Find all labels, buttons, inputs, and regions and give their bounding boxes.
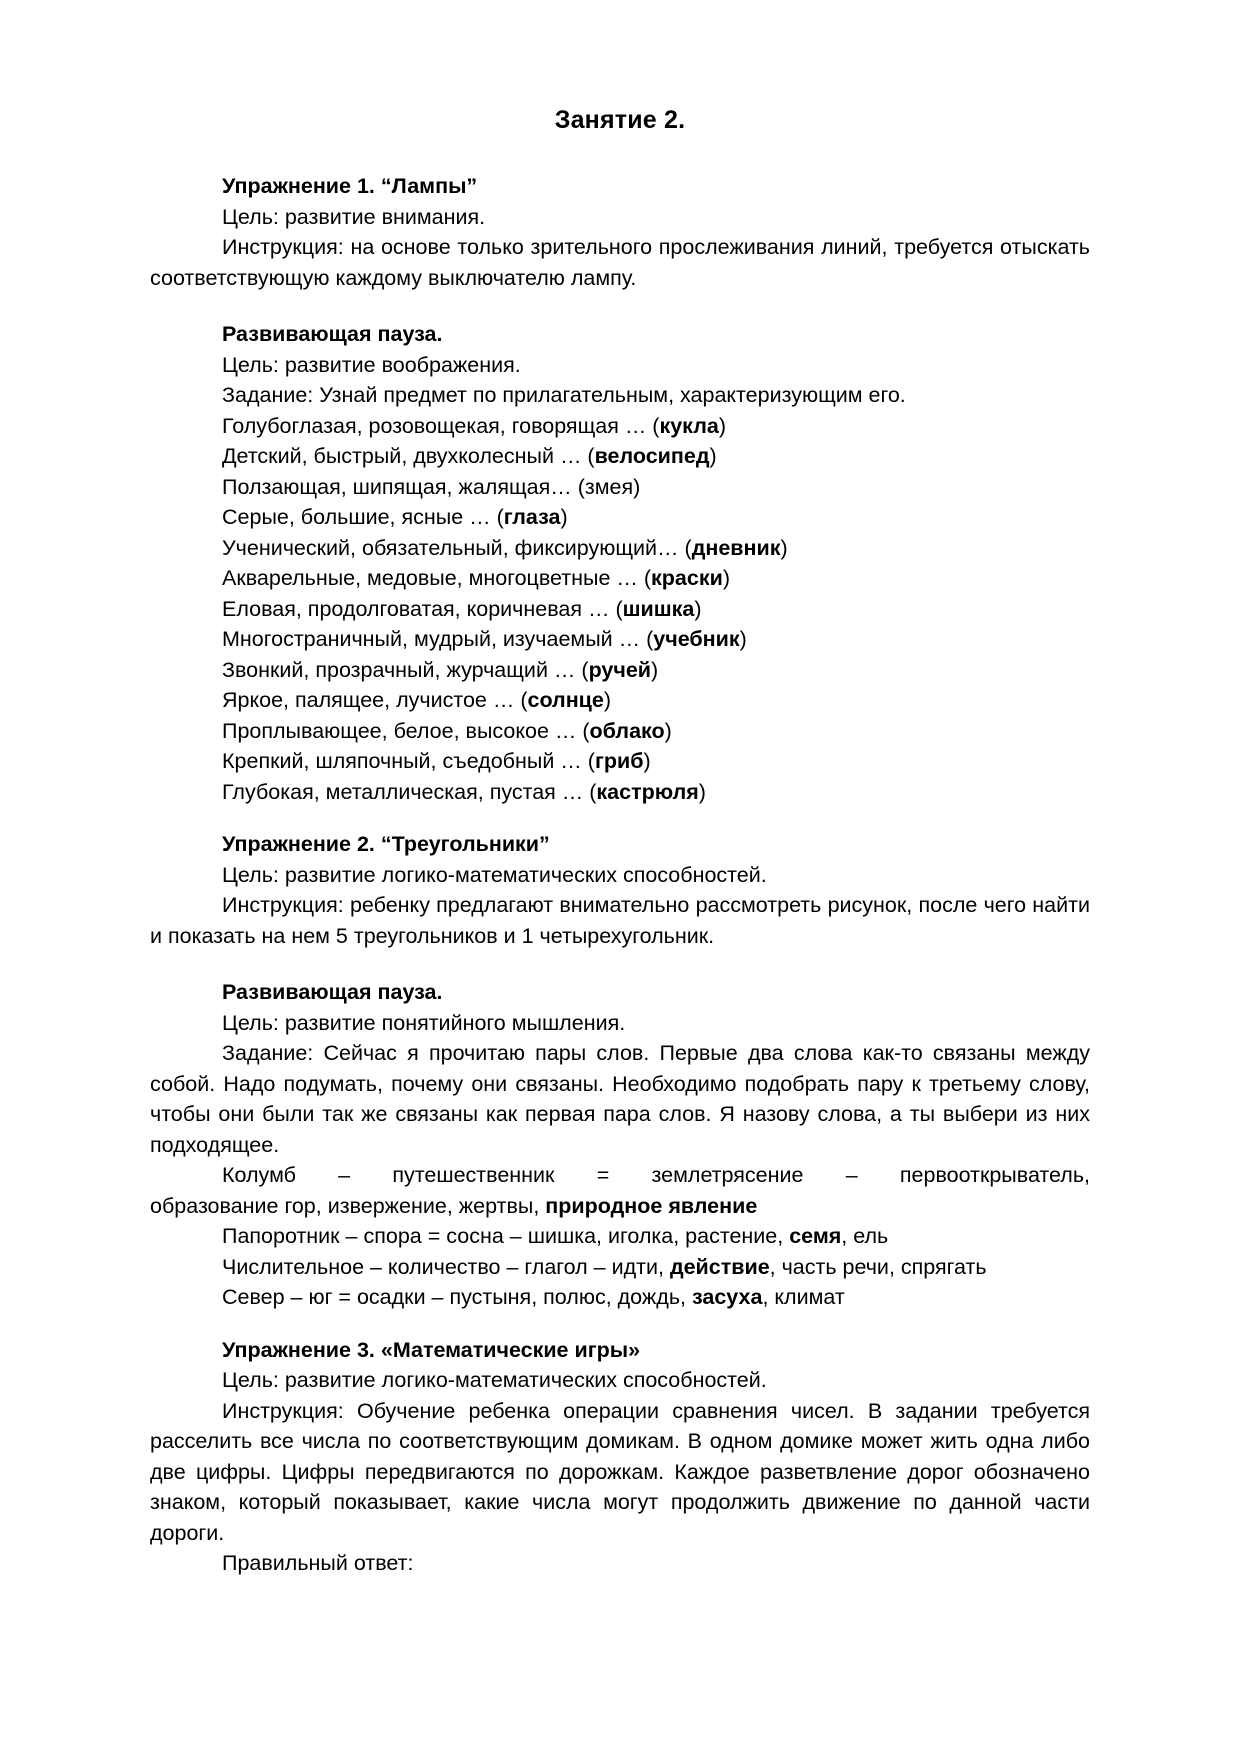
riddle-clue: Детский, быстрый, двухколесный … ( xyxy=(222,444,595,468)
riddle-answer: учебник xyxy=(653,627,740,651)
riddle-list xyxy=(150,411,1090,808)
spacer xyxy=(150,807,1090,829)
riddle-line xyxy=(150,685,1090,716)
riddle-close-paren: ) xyxy=(643,749,651,773)
riddle-close-paren: ) xyxy=(722,566,730,590)
riddle-answer: краски xyxy=(651,566,723,590)
riddle-line xyxy=(150,472,1090,503)
riddle-answer: кастрюля xyxy=(596,779,699,804)
riddle-line xyxy=(150,624,1090,655)
riddle-line xyxy=(150,411,1090,442)
riddle-close-paren: ) xyxy=(709,444,717,468)
riddle-close-paren: ) xyxy=(698,779,706,804)
analogy-prefix: Папоротник – спора = сосна – шишка, иголка, растение, xyxy=(222,1224,790,1248)
riddle-close-paren: ) xyxy=(651,657,659,682)
task-pause-1: Задание: Узнай предмет по прилагательным, характеризующим его. xyxy=(222,383,906,407)
analogy-line xyxy=(150,1252,1090,1283)
riddle-answer: змея xyxy=(584,474,634,499)
goal-exercise-2: Цель: развитие логико-математических способностей. xyxy=(222,862,767,887)
analogy-suffix: , ель xyxy=(841,1224,889,1248)
section-exercise-3 xyxy=(150,1335,1090,1579)
riddle-clue: Звонкий, прозрачный, журчащий … ( xyxy=(222,657,589,682)
riddle-close-paren: ) xyxy=(664,718,672,743)
riddle-line xyxy=(150,655,1090,686)
riddle-answer: облако xyxy=(589,718,665,743)
section-exercise-1 xyxy=(150,171,1090,293)
instruction-exercise-1: Инструкция: на основе только зрительного прослеживания линий, требуется отыскать соответствующую каждому выключателю лампу. xyxy=(150,235,1090,290)
riddle-clue: Проплывающее, белое, высокое … ( xyxy=(222,718,590,743)
riddle-close-paren: ) xyxy=(603,688,612,712)
riddle-close-paren: ) xyxy=(633,474,641,499)
riddle-answer: солнце xyxy=(527,688,604,712)
analogy-text: Колумб – путешественник = землетрясение – первооткрыватель, xyxy=(222,1163,1090,1187)
analogy-line xyxy=(150,1221,1090,1252)
analogy-answer: действие xyxy=(669,1254,770,1279)
analogy-line xyxy=(150,1160,1090,1191)
analogy-suffix: , часть речи, спрягать xyxy=(769,1254,987,1279)
section-heading-pause-1: Развивающая пауза. xyxy=(222,322,443,346)
section-heading-exercise-1: Упражнение 1. “Лампы” xyxy=(222,174,478,198)
analogy-prefix: Числительное – количество – глагол – идти, xyxy=(222,1254,670,1279)
task-pause-2: Задание: Сейчас я прочитаю пары слов. Первые два слова как-то связаны между собой. Надо подумать, почему они связаны. Необходимо подобрать пару к третьему слову, чтобы они были так же связаны как первая пара слов. Я назову слова, а ты выбери из них подходящее. xyxy=(150,1041,1090,1157)
analogy-answer: семя xyxy=(789,1224,842,1248)
riddle-line xyxy=(150,441,1090,472)
riddle-line xyxy=(150,716,1090,747)
riddle-answer: глаза xyxy=(503,505,561,529)
riddle-clue: Многостраничный, мудрый, изучаемый … ( xyxy=(222,627,654,651)
goal-exercise-1: Цель: развитие внимания. xyxy=(222,204,486,229)
riddle-line xyxy=(150,777,1090,808)
analogy-suffix: , климат xyxy=(762,1285,845,1309)
riddle-clue: Серые, большие, ясные … ( xyxy=(222,505,504,529)
riddle-answer: ручей xyxy=(588,657,652,682)
instruction-exercise-2: Инструкция: ребенку предлагают внимательно рассмотреть рисунок, после чего найти и показать на нем 5 треугольников и 1 четырехугольник. xyxy=(150,893,1090,948)
goal-pause-1: Цель: развитие воображения. xyxy=(222,352,521,377)
riddle-clue: Глубокая, металлическая, пустая … ( xyxy=(222,779,597,804)
riddle-clue: Ползающая, шипящая, жалящая… ( xyxy=(222,474,585,499)
section-heading-exercise-2: Упражнение 2. “Треугольники” xyxy=(222,832,550,856)
answer-label-exercise-3: Правильный ответ: xyxy=(222,1551,414,1575)
riddle-close-paren: ) xyxy=(694,596,702,621)
riddle-answer: кукла xyxy=(659,413,719,438)
analogy-answer: засуха xyxy=(691,1285,763,1309)
analogy-line xyxy=(150,1282,1090,1313)
riddle-clue: Голубоглазая, розовощекая, говорящая … ( xyxy=(222,413,660,438)
analogy-list xyxy=(150,1160,1090,1313)
section-pause-imagination xyxy=(150,319,1090,807)
riddle-close-paren: ) xyxy=(560,505,568,529)
riddle-clue: Ученический, обязательный, фиксирующий… ( xyxy=(222,535,692,560)
riddle-clue: Акварельные, медовые, многоцветные … ( xyxy=(222,566,652,590)
riddle-line xyxy=(150,746,1090,777)
section-exercise-2 xyxy=(150,829,1090,951)
riddle-line xyxy=(150,502,1090,533)
page-title: Занятие 2. xyxy=(554,106,686,134)
spacer xyxy=(150,951,1090,977)
spacer xyxy=(150,293,1090,319)
riddle-answer: гриб xyxy=(594,749,644,773)
riddle-clue: Еловая, продолговатая, коричневая … ( xyxy=(222,596,623,621)
analogy-prefix: Север – юг = осадки – пустыня, полюс, дождь, xyxy=(222,1285,692,1309)
analogy-text: образование гор, извержение, жертвы, xyxy=(150,1193,546,1218)
riddle-close-paren: ) xyxy=(718,413,726,438)
goal-exercise-3: Цель: развитие логико-математических способностей. xyxy=(222,1368,767,1392)
analogy-line-continuation xyxy=(150,1191,1090,1222)
goal-pause-2: Цель: развитие понятийного мышления. xyxy=(222,1010,626,1035)
riddle-line xyxy=(150,533,1090,564)
riddle-close-paren: ) xyxy=(780,535,788,560)
riddle-line xyxy=(150,594,1090,625)
instruction-exercise-3: Инструкция: Обучение ребенка операции сравнения чисел. В задании требуется расселить все числа по соответствующим домикам. В одном домике может жить одна либо две цифры. Цифры передвигаются по дорожкам. Каждое разветвление дорог обозначено знаком, который показывает, какие числа могут продолжить движение по данной части дороги. xyxy=(150,1398,1090,1545)
riddle-answer: дневник xyxy=(691,535,781,560)
section-pause-conceptual xyxy=(150,977,1090,1313)
spacer xyxy=(150,1313,1090,1335)
section-heading-pause-2: Развивающая пауза. xyxy=(222,980,443,1004)
riddle-clue: Яркое, палящее, лучистое … ( xyxy=(222,688,528,712)
analogy-answer: природное явление xyxy=(545,1193,758,1218)
riddle-clue: Крепкий, шляпочный, съедобный … ( xyxy=(222,749,595,773)
riddle-line xyxy=(150,563,1090,594)
riddle-close-paren: ) xyxy=(739,627,747,651)
riddle-answer: шишка xyxy=(622,596,695,621)
section-heading-exercise-3: Упражнение 3. «Математические игры» xyxy=(222,1337,641,1362)
riddle-answer: велосипед xyxy=(594,444,710,468)
